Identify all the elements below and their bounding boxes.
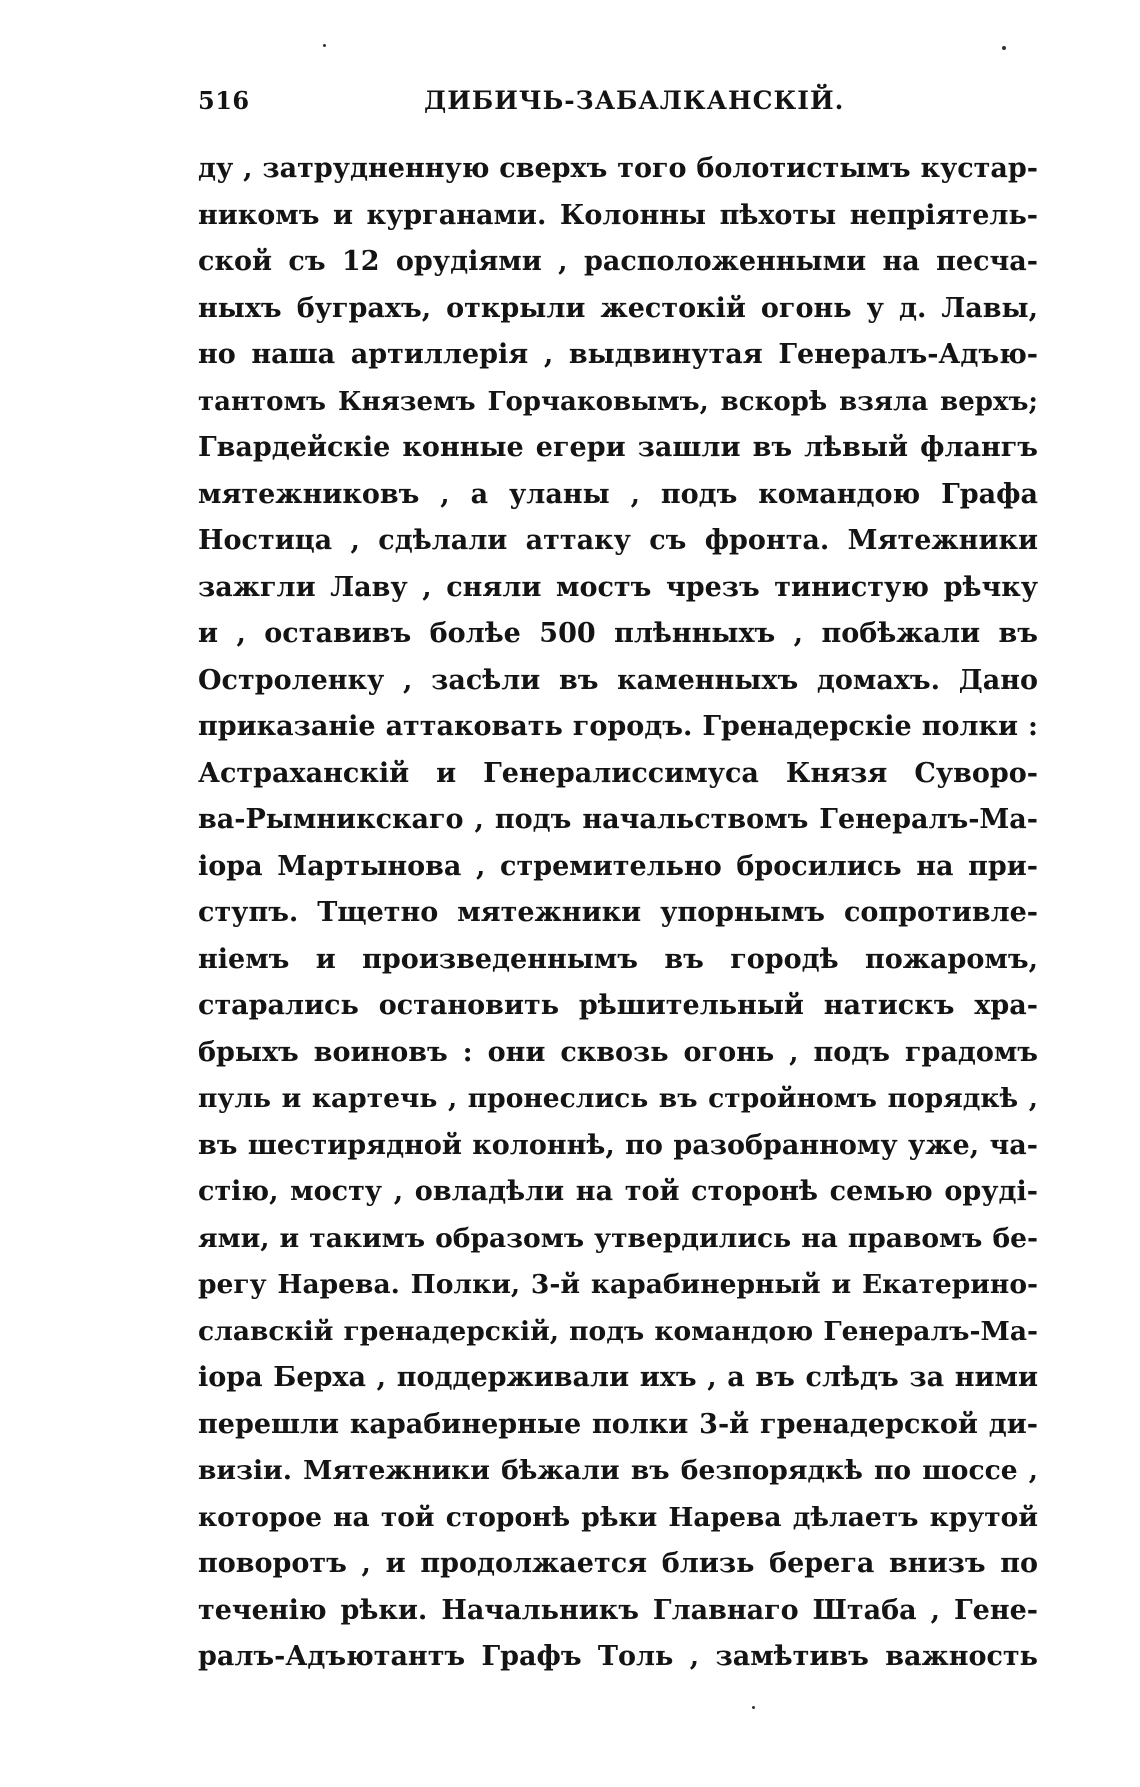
text-line: іора Мартынова , стремительно бросились на при- [198, 850, 1038, 882]
text-line: славскій гренадерскій, подъ командою Генералъ-Ма- [198, 1315, 1038, 1347]
page-header [198, 86, 1038, 126]
text-line: зажгли Лаву , сняли мостъ чрезъ тинистую рѣчку [198, 571, 1038, 603]
text-line: перешли карабинерные полки 3-й гренадерской ди- [198, 1408, 1038, 1440]
text-line: мятежниковъ , а уланы , подъ командою Графа [198, 478, 1038, 510]
text-line: Астраханскій и Генералиссимуса Князя Суворо- [198, 757, 1038, 789]
text-line: приказаніе аттаковать городъ. Гренадерскіе полки : [198, 711, 1038, 742]
text-line: ныхъ буграхъ, открыли жестокій огонь у д. Лавы, [198, 292, 1038, 324]
text-line: ями, и такимъ образомъ утвердились на правомъ бе- [198, 1222, 1038, 1254]
text-line: іора Берха , поддерживали ихъ , а въ слѣдъ за ними [198, 1362, 1038, 1393]
body-text [198, 146, 1038, 1681]
text-line: Ностица , сдѣлали аттаку съ фронта. Мятежники [198, 525, 1038, 556]
page-number: 516 [198, 86, 250, 115]
text-line: но наша артиллерія , выдвинутая Генералъ-Адъю- [198, 339, 1038, 370]
text-line: тантомъ Княземъ Горчаковымъ, вскорѣ взяла верхъ; [198, 386, 1038, 417]
text-line: которое на той сторонѣ рѣки Нарева дѣлаетъ крутой [198, 1501, 1038, 1533]
text-line: старались остановить рѣшительный натискъ хра- [198, 990, 1038, 1021]
text-line: ской съ 12 орудіями , расположенными на песча- [198, 246, 1038, 277]
text-line: регу Нарева. Полки, 3-й карабинерный и Екатерино- [198, 1269, 1038, 1300]
text-line: ступъ. Тщетно мятежники упорнымъ сопротивле- [198, 897, 1038, 928]
text-line: ду , затрудненную сверхъ того болотистымъ кустар- [198, 153, 1038, 184]
text-line: поворотъ , и продолжается близь берега внизъ по [198, 1548, 1038, 1579]
text-line: ніемъ и произведеннымъ въ городѣ пожаромъ, [198, 943, 1038, 975]
running-title: ДИБИЧЬ-ЗАБАЛКАНСКІЙ. [424, 86, 845, 115]
text-line: визіи. Мятежники бѣжали въ безпорядкѣ по шоссе , [198, 1455, 1038, 1486]
text-line: теченію рѣки. Начальникъ Главнаго Штаба , Гене- [198, 1594, 1038, 1626]
text-line: Гвардейскіе конные егери зашли въ лѣвый флангъ [198, 432, 1038, 463]
text-line: брыхъ воиновъ : они сквозь огонь , подъ градомъ [198, 1036, 1038, 1068]
text-line: Остроленку , засѣли въ каменныхъ домахъ. Дано [198, 664, 1038, 696]
print-speck [752, 1706, 755, 1709]
text-line: пуль и картечь , пронеслись въ стройномъ порядкѣ , [198, 1083, 1038, 1114]
text-line: стію, мосту , овладѣли на той сторонѣ семью орудi- [198, 1176, 1038, 1207]
print-speck [1002, 46, 1006, 50]
text-line: ралъ-Адъютантъ Графъ Толь , замѣтивъ важность [198, 1641, 1038, 1672]
text-line: и , оставивъ болѣе 500 плѣнныхъ , побѣжали въ [198, 618, 1038, 649]
text-line: въ шестирядной колоннѣ, по разобранному уже, ча- [198, 1129, 1038, 1161]
print-speck [323, 44, 326, 47]
text-line: никомъ и курганами. Колонны пѣхоты непріятель- [198, 199, 1038, 231]
text-line: ва-Рымникскаго , подъ начальствомъ Генералъ-Ма- [198, 804, 1038, 835]
